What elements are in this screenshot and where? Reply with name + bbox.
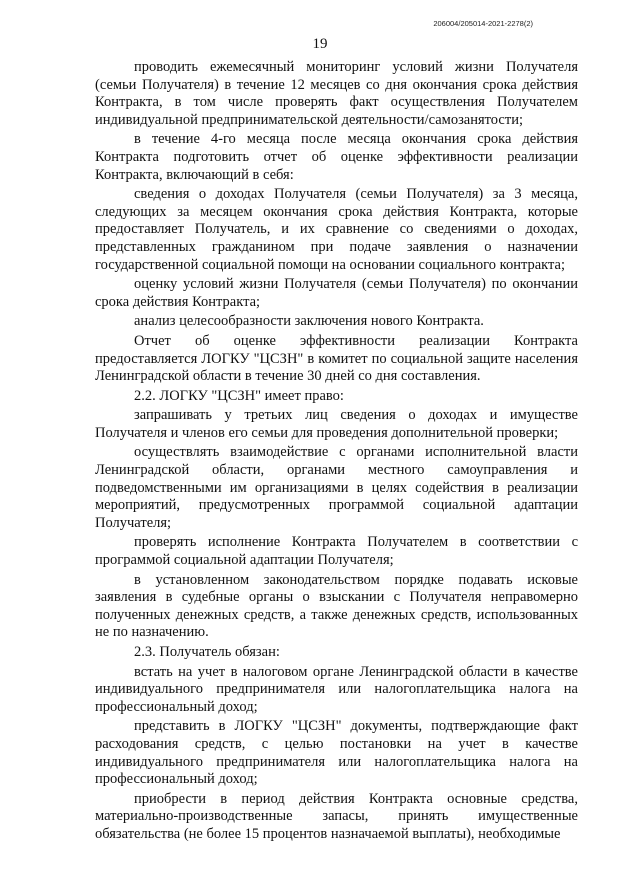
section-heading-2-2: 2.2. ЛОГКУ "ЦСЗН" имеет право: <box>134 387 344 404</box>
section-heading-2-3: 2.3. Получатель обязан: <box>134 644 280 660</box>
paragraph-submit-documents: представить в ЛОГКУ "ЦСЗН" документы, подтверждающие факт расходования средств, с целью постановки на учет в качестве индивидуального предпринимателя или налогоплательщика налога на профессиональный доход; <box>95 718 578 788</box>
page-number: 19 <box>312 36 328 52</box>
paragraph-new-contract-analysis: анализ целесообразности заключения нового Контракта. <box>134 313 484 330</box>
paragraph-living-conditions: оценку условий жизни Получателя (семьи Получателя) по окончании срока действия Контракта; <box>95 276 578 310</box>
paragraph-monitoring: проводить ежемесячный мониторинг условий жизни Получателя (семьи Получателя) в течение 12 месяцев со дня окончания срока действия Контракта, в том числе проверять факт осуществления Получателем индивидуальной предпринимательской деятельности/самозанятости; <box>95 59 578 128</box>
paragraph-tax-registration: встать на учет в налоговом органе Ленинградской области в качестве индивидуального предпринимателя или налогоплательщика налога на профессиональный доход; <box>95 663 578 715</box>
document-id: 206004/205014-2021-2278(2) <box>433 19 533 28</box>
paragraph-acquire-assets: приобрести в период действия Контракта основные средства, материально-производственные запасы, принять имущественные обязательства (не более 15 процентов назначаемой выплаты), необходимые <box>95 790 578 842</box>
paragraph-income-info: сведения о доходах Получателя (семьи Получателя) за 3 месяца, следующих за месяцем окончания срока действия Контракта, которые предоставляет Получатель, и их сравнение со сведениями о доходах, представленных гражданином при подаче заявления о назначении государственной социальной помощи на основании социального контракта; <box>95 186 578 273</box>
paragraph-interaction: осуществлять взаимодействие с органами исполнительной власти Ленинградской области, органами местного самоуправления и подведомственными им организациями в целях содействия в реализации мероприятий, предусмотренных программой социальной адаптации Получателя; <box>95 444 578 531</box>
paragraph-check-execution: проверять исполнение Контракта Получателем в соответствии с программой социальной адаптации Получателя; <box>95 534 578 569</box>
paragraph-report-submission: Отчет об оценке эффективности реализации Контракта предоставляется ЛОГКУ "ЦСЗН" в комитет по социальной защите населения Ленинградской области в течение 30 дней со дня составления. <box>95 332 578 385</box>
paragraph-lawsuits: в установленном законодательством порядке подавать исковые заявления в судебные органы о взыскании с Получателя неправомерно полученных денежных средств, а также денежных средств, использованных не по назначению. <box>95 571 578 641</box>
paragraph-report-preparation: в течение 4-го месяца после месяца окончания срока действия Контракта подготовить отчет об оценке эффективности реализации Контракта, включающий в себя: <box>95 131 578 183</box>
paragraph-request-info: запрашивать у третьих лиц сведения о доходах и имуществе Получателя и членов его семьи для проведения дополнительной проверки; <box>95 407 578 441</box>
document-body <box>95 59 578 846</box>
